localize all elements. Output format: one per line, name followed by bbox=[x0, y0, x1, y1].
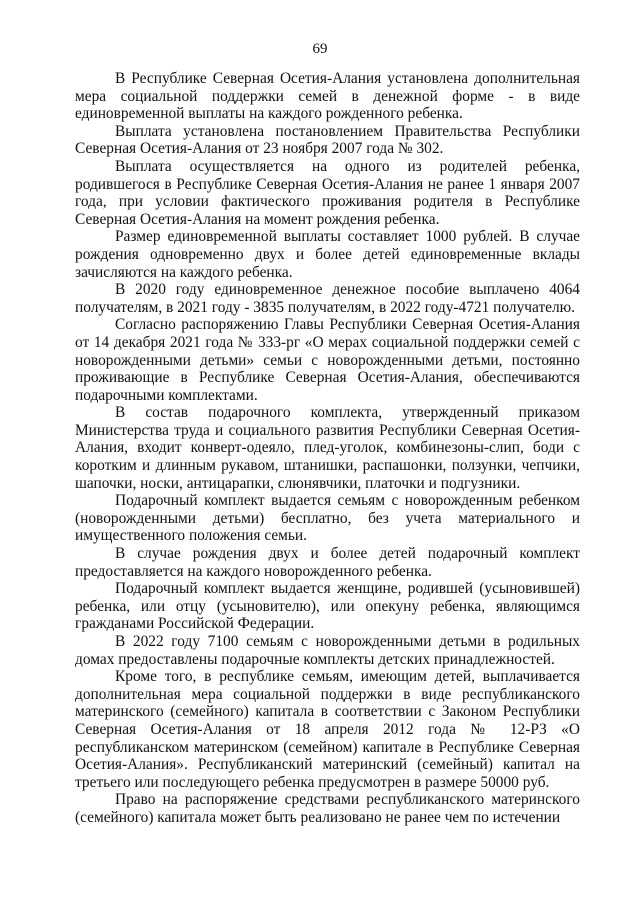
paragraph-gift-set-multiple-births: В случае рождения двух и более детей подарочный комплект предоставляется на каждого новорожденного ребенка. bbox=[75, 545, 580, 580]
paragraph-maternity-capital: Кроме того, в республике семьям, имеющим детей, выплачивается дополнительная мера социальной поддержки в виде республиканского материнского (семейного) капитала в соответствии с Законом Республики Северная Осетия-Алания от 18 апреля 2012 года № 12-РЗ «О республиканском материнском (семейном) капитале в Республике Северная Осетия-Алания». Республиканский материнский (семейный) капитал на третьего или последующего ребенка предусмотрен в размере 50000 руб. bbox=[75, 668, 580, 791]
paragraph-recipient-statistics: В 2020 году единовременное денежное пособие выплачено 4064 получателям, в 2021 году - 3835 получателям, в 2022 году-4721 получателю. bbox=[75, 281, 580, 316]
paragraph-gift-set-statistics: В 2022 году 7100 семьям с новорожденными детьми в родильных домах предоставлены подарочные комплекты детских принадлежностей. bbox=[75, 633, 580, 668]
paragraph-payment-recipient: Выплата осуществляется на одного из родителей ребенка, родившегося в Республике Северная Осетия-Алания не ранее 1 января 2007 года, при условии фактического проживания родителя в Республике Северная Осетия-Алания на момент рождения ребенка. bbox=[75, 157, 580, 228]
paragraph-additional-support-measure: В Республике Северная Осетия-Алания установлена дополнительная мера социальной поддержки семей в денежной форме - в виде единовременной выплаты на каждого рожденного ребенка. bbox=[75, 70, 580, 123]
paragraph-gift-set-contents: В состав подарочного комплекта, утвержденный приказом Министерства труда и социального развития Республики Северная Осетия-Алания, входит конверт-одеяло, плед-уголок, комбинезоны-слип, боди с коротким и длинным рукавом, штанишки, распашонки, ползунки, чепчики, шапочки, носки, антицарапки, слюнявчики, платочки и подгузники. bbox=[75, 404, 580, 492]
page-number: 69 bbox=[312, 41, 328, 57]
document-body bbox=[75, 70, 580, 827]
paragraph-government-decree: Выплата установлена постановлением Правительства Республики Северная Осетия-Алания от 23 ноября 2007 года № 302. bbox=[75, 122, 580, 158]
paragraph-maternity-capital-rights: Право на распоряжение средствами республиканского материнского (семейного) капитала может быть реализовано не ранее чем по истечении bbox=[75, 791, 580, 826]
paragraph-gift-set-recipients: Подарочный комплект выдается женщине, родившей (усыновившей) ребенка, или отцу (усыновителю), или опекуну ребенка, являющимся гражданами Российской Федерации. bbox=[75, 580, 580, 633]
paragraph-gift-set-free: Подарочный комплект выдается семьям с новорожденным ребенком (новорожденными детьми) бесплатно, без учета материального и имущественного положения семьи. bbox=[75, 492, 580, 545]
paragraph-gift-set-order: Согласно распоряжению Главы Республики Северная Осетия-Алания от 14 декабря 2021 года № 333-рг «О мерах социальной поддержки семей с новорожденными детьми» семьи с новорожденными детьми, постоянно проживающие в Республике Северная Осетия-Алания, обеспечиваются подарочными комплектами. bbox=[75, 316, 580, 404]
paragraph-payment-amount: Размер единовременной выплаты составляет 1000 рублей. В случае рождения одновременно двух и более детей единовременные вклады зачисляются на каждого ребенка. bbox=[75, 228, 580, 281]
